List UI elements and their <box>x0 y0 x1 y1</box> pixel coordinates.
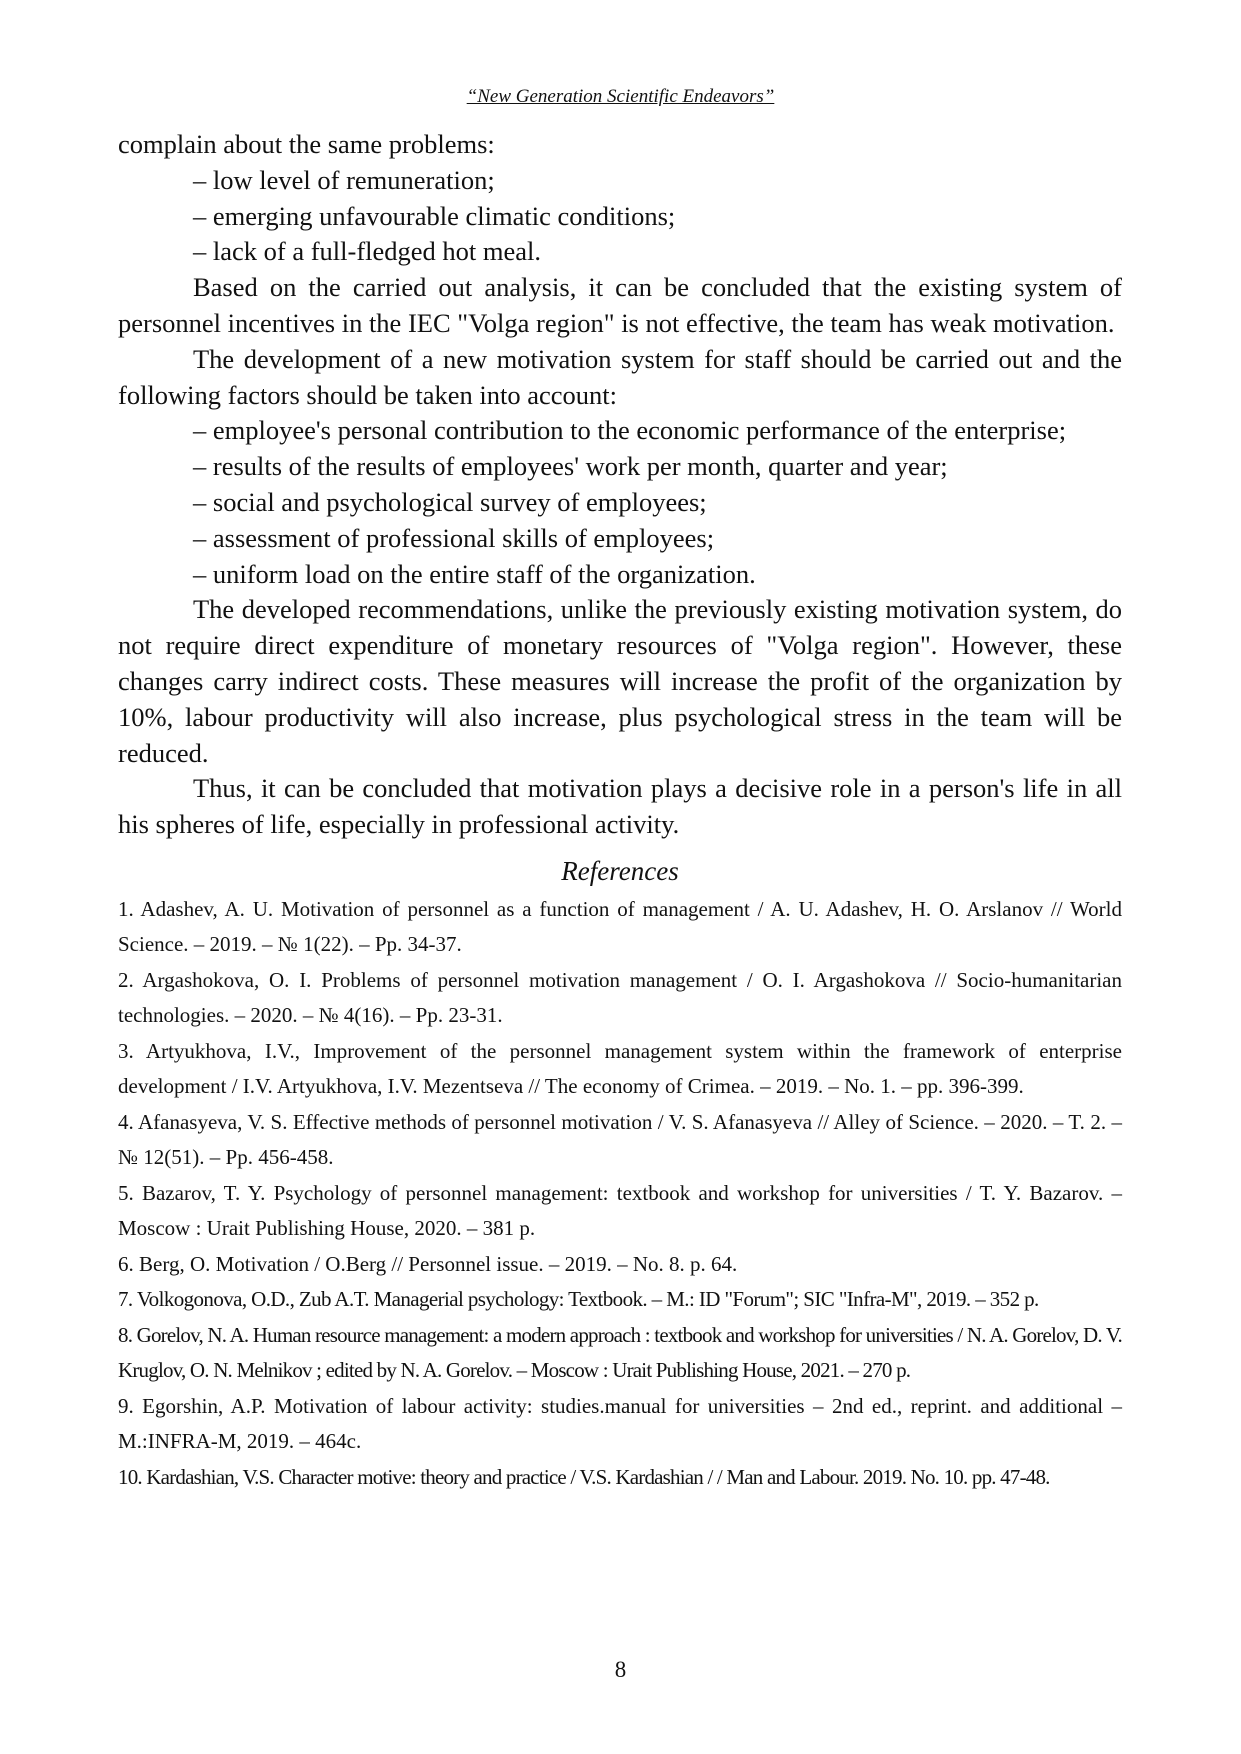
reference-item: 7. Volkogonova, O.D., Zub A.T. Managerial psychology: Textbook. – M.: ID "Forum"; SIC "Infra-M", 2019. – 352 p. <box>118 1287 1039 1312</box>
conclusion-paragraph: Thus, it can be concluded that motivation plays a decisive role in a person's life in all his spheres of life, especially in professional activity. <box>118 773 1122 840</box>
intro-line: complain about the same problems: <box>118 129 495 159</box>
journal-title: “New Generation Scientific Endeavors” <box>466 86 775 107</box>
problem-item: – low level of remuneration; <box>193 164 495 195</box>
reference-item: 9. Egorshin, A.P. Motivation of labour activity: studies.manual for universities – 2nd ed., reprint. and additional – M.:INFRA-M, 2019. – 464c. <box>118 1393 1122 1454</box>
running-header <box>0 86 1241 108</box>
recommendations-paragraph: The developed recommendations, unlike the previously existing motivation system, do not require direct expenditure of monetary resources of "Volga region". However, these changes carry indirect costs. These measures will increase the profit of the organization by 10%, labour productivity will also increase, plus psychological stress in the team will be reduced. <box>118 594 1122 768</box>
factor-item: – results of the results of employees' work per month, quarter and year; <box>193 451 948 482</box>
reference-item: 10. Kardashian, V.S. Character motive: theory and practice / V.S. Kardashian / / Man and Labour. 2019. No. 10. pp. 47-48. <box>118 1464 1050 1489</box>
factor-item: – assessment of professional skills of employees; <box>193 522 715 553</box>
references-heading: References <box>561 855 679 886</box>
page-body <box>118 127 1122 1495</box>
reference-item: 3. Artyukhova, I.V., Improvement of the personnel management system within the framework of enterprise development / I.V. Artyukhova, I.V. Mezentseva // The economy of Crimea. – 2019. – No. 1. – pp. 396-399. <box>118 1038 1122 1099</box>
factor-item: – uniform load on the entire staff of the organization. <box>193 558 756 589</box>
problem-item: – emerging unfavourable climatic conditions; <box>193 200 676 231</box>
problem-item: – lack of a full-fledged hot meal. <box>193 236 542 267</box>
factor-item: – social and psychological survey of employees; <box>193 486 707 517</box>
reference-item: 5. Bazarov, T. Y. Psychology of personnel management: textbook and workshop for universities / T. Y. Bazarov. – Moscow : Urait Publishing House, 2020. – 381 p. <box>118 1180 1122 1241</box>
reference-item: 4. Afanasyeva, V. S. Effective methods of personnel motivation / V. S. Afanasyeva // Alley of Science. – 2020. – T. 2. – № 12(51). – Pp. 456-458. <box>118 1109 1122 1170</box>
factor-item: – employee's personal contribution to the economic performance of the enterprise; <box>193 415 1067 446</box>
references-list <box>118 892 1122 1496</box>
development-paragraph: The development of a new motivation system for staff should be carried out and the following factors should be taken into account: <box>118 343 1122 410</box>
reference-item: 8. Gorelov, N. A. Human resource management: a modern approach : textbook and workshop for universities / N. A. Gorelov, D. V. Kruglov, O. N. Melnikov ; edited by N. A. Gorelov. – Moscow : Urait Publishing House, 2021. – 270 p. <box>118 1322 1122 1383</box>
reference-item: 2. Argashokova, O. I. Problems of personnel motivation management / O. I. Argashokova // Socio-humanitarian technologies. – 2020. – № 4(16). – Pp. 23-31. <box>118 967 1122 1028</box>
analysis-paragraph: Based on the carried out analysis, it can be concluded that the existing system of personnel incentives in the IEC "Volga region" is not effective, the team has weak motivation. <box>118 272 1122 338</box>
reference-item: 6. Berg, O. Motivation / O.Berg // Personnel issue. – 2019. – No. 8. p. 64. <box>118 1251 738 1276</box>
page-number: 8 <box>614 1657 627 1682</box>
reference-item: 1. Adashev, A. U. Motivation of personnel as a function of management / A. U. Adashev, H. O. Arslanov // World Science. – 2019. – № 1(22). – Pp. 34-37. <box>118 896 1122 957</box>
